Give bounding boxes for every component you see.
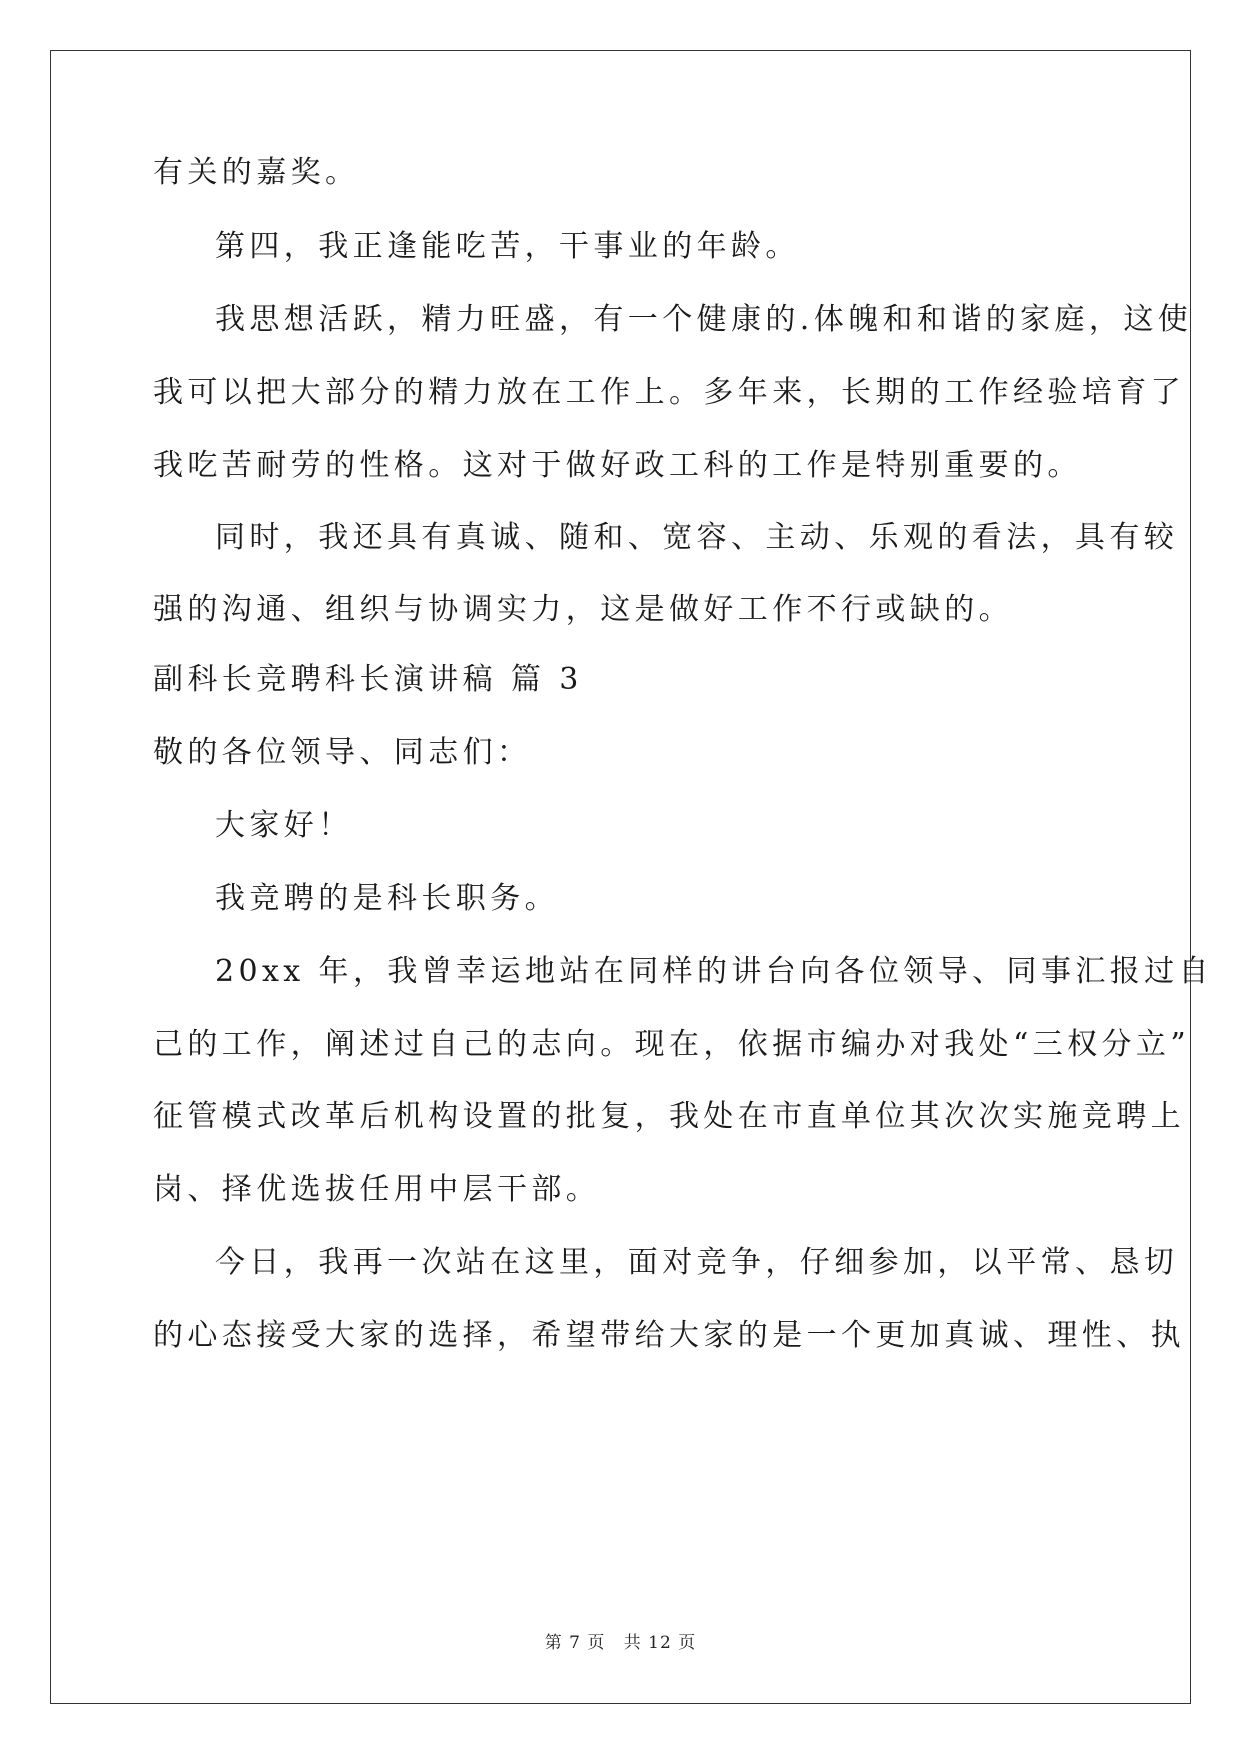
text-line: 我可以把大部分的精力放在工作上。多年来，长期的工作经验培育了 [153, 375, 1185, 410]
text-line: 强的沟通、组织与协调实力，这是做好工作不行或缺的。 [153, 592, 1013, 627]
text-line: 的心态接受大家的选择，希望带给大家的是一个更加真诚、理性、执 [153, 1318, 1185, 1353]
text-line: 20xx 年，我曾幸运地站在同样的讲台向各位领导、同事汇报过自 [215, 954, 1213, 989]
text-line: 我吃苦耐劳的性格。这对于做好政工科的工作是特别重要的。 [153, 448, 1082, 483]
salutation: 敬的各位领导、同志们： [153, 735, 532, 770]
page-number: 第 7 页 [544, 1633, 606, 1653]
page-frame [50, 50, 1191, 1704]
section-heading: 副科长竞聘科长演讲稿 篇 3 [153, 662, 583, 697]
page-footer [0, 1632, 1241, 1654]
greeting: 大家好！ [215, 808, 353, 843]
text-line: 己的工作，阐述过自己的志向。现在，依据市编办对我处“三权分立” [153, 1027, 1191, 1062]
text-line: 岗、择优选拔任用中层干部。 [153, 1172, 601, 1207]
text-line: 同时，我还具有真诚、随和、宽容、主动、乐观的看法，具有较 [215, 520, 1179, 555]
text-line: 第四，我正逢能吃苦，干事业的年龄。 [215, 229, 800, 264]
text-line: 我思想活跃，精力旺盛，有一个健康的.体魄和和谐的家庭，这使 [215, 302, 1193, 337]
text-line: 征管模式改革后机构设置的批复，我处在市直单位其次次实施竞聘上 [153, 1099, 1185, 1134]
page-total: 共 12 页 [623, 1633, 697, 1653]
text-line: 有关的嘉奖。 [153, 155, 360, 190]
text-line: 我竞聘的是科长职务。 [215, 881, 559, 916]
text-line: 今日，我再一次站在这里，面对竞争，仔细参加，以平常、恳切 [215, 1245, 1179, 1280]
